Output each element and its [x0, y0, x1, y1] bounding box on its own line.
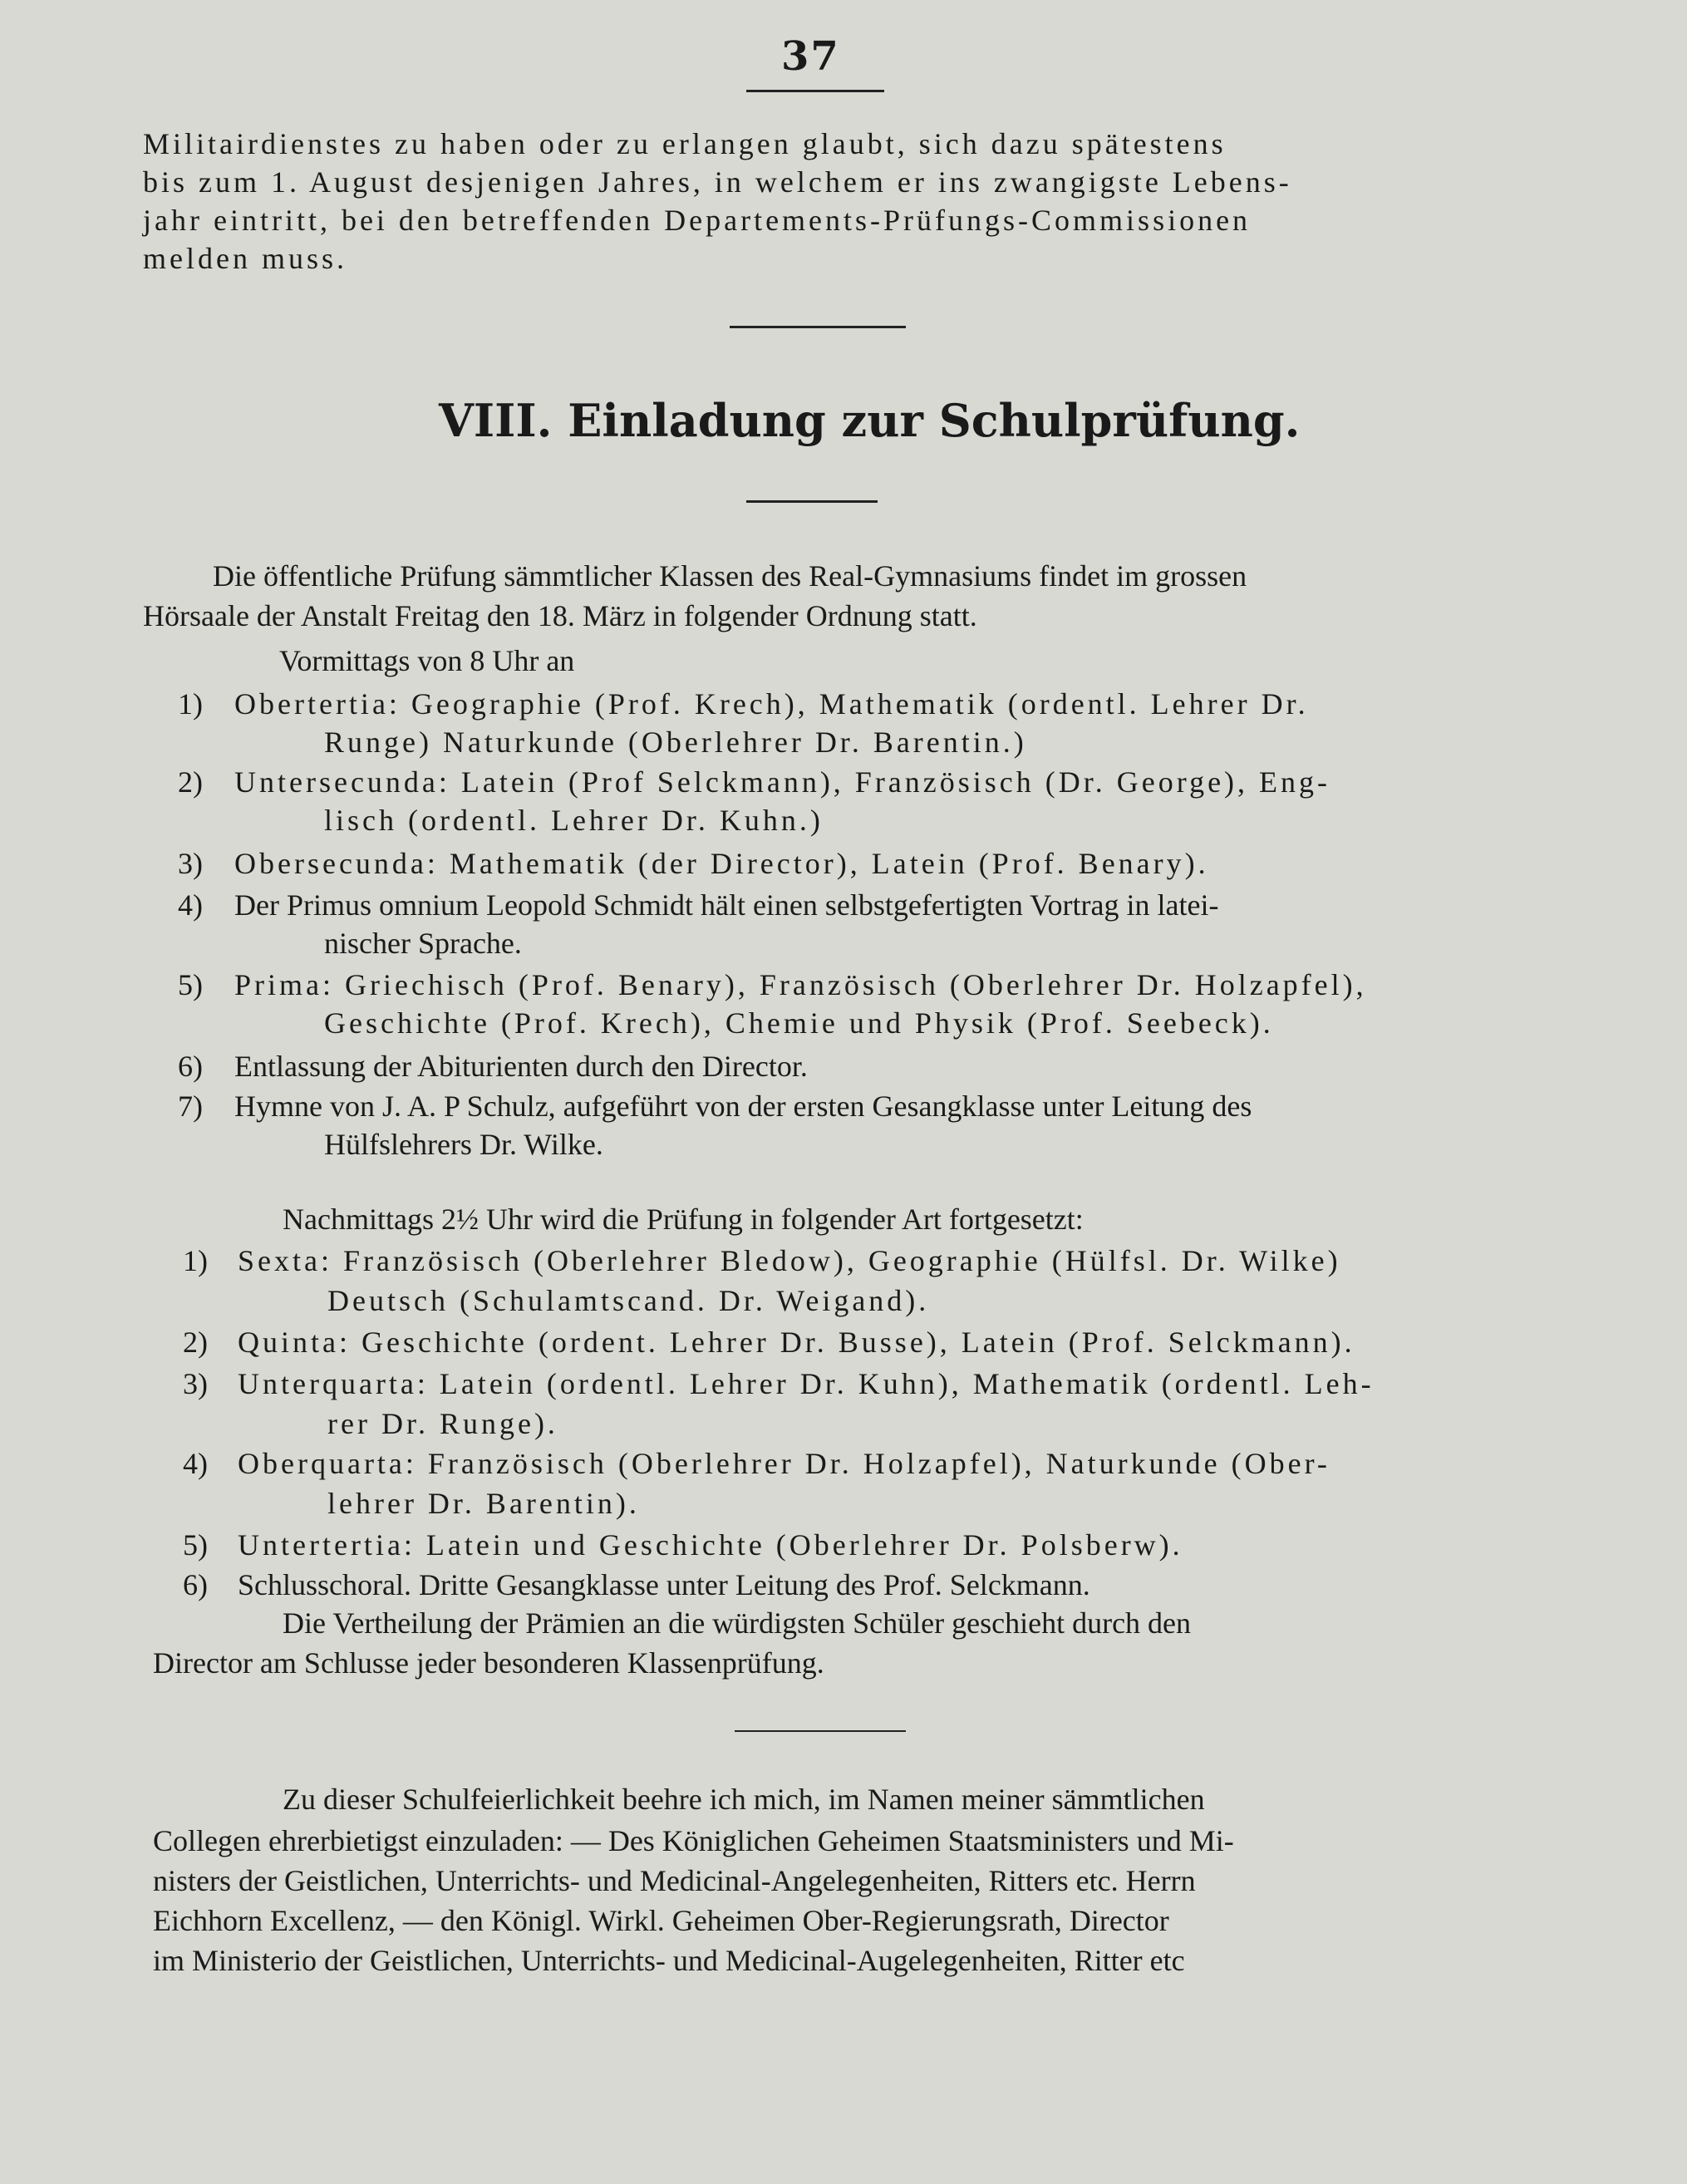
- afternoon-item-3-line-2: rer Dr. Runge).: [327, 1407, 558, 1440]
- morning-item-5-line-2: Geschichte (Prof. Krech), Chemie und Physik (Prof. Seebeck).: [324, 1006, 1274, 1040]
- morning-item-1-line-2: Runge) Naturkunde (Oberlehrer Dr. Barentin.): [324, 726, 1027, 759]
- morning-item-6-line-1: Entlassung der Abiturienten durch den Director.: [234, 1050, 808, 1083]
- invitation-line-3: nisters der Geistlichen, Unterrichts- und Medicinal-Angelegenheiten, Ritters etc. Herrn: [153, 1864, 1196, 1897]
- afternoon-item-4-line-1: Oberquarta: Französisch (Oberlehrer Dr. Holzapfel), Naturkunde (Ober-: [238, 1447, 1330, 1480]
- intro-line-4: melden muss.: [143, 242, 347, 275]
- afternoon-item-1-line-2: Deutsch (Schulamtscand. Dr. Weigand).: [327, 1284, 930, 1317]
- morning-item-5-line-1: Prima: Griechisch (Prof. Benary), Französisch (Oberlehrer Dr. Holzapfel),: [234, 968, 1367, 1001]
- closing-divider: [735, 1730, 906, 1732]
- morning-title: Vormittags von 8 Uhr an: [279, 644, 575, 677]
- afternoon-item-3-line-1: Unterquarta: Latein (ordentl. Lehrer Dr. Kuhn), Mathematik (ordentl. Leh-: [238, 1367, 1375, 1400]
- morning-item-2-number: 2): [178, 765, 203, 799]
- morning-item-5-number: 5): [178, 968, 203, 1001]
- afternoon-item-2-line-1: Quinta: Geschichte (ordent. Lehrer Dr. Busse), Latein (Prof. Selckmann).: [238, 1326, 1355, 1359]
- afternoon-item-3-number: 3): [183, 1367, 208, 1400]
- intro-line-3: jahr eintritt, bei den betreffenden Departements-Prüfungs-Commissionen: [143, 204, 1252, 237]
- page-number-rule: [746, 90, 884, 92]
- invitation-line-2: Collegen ehrerbietigst einzuladen: — Des Königlichen Geheimen Staatsministers und Mi-: [153, 1824, 1234, 1857]
- section-divider: [730, 326, 906, 328]
- invitation-line-4: Eichhorn Excellenz, — den Königl. Wirkl. Geheimen Ober-Regierungsrath, Director: [153, 1904, 1169, 1937]
- section-heading: VIII. Einladung zur Schulprüfung.: [439, 394, 1301, 447]
- morning-item-4-line-1: Der Primus omnium Leopold Schmidt hält einen selbstgefertigten Vortrag in latei-: [234, 888, 1219, 922]
- morning-item-1-number: 1): [178, 687, 203, 721]
- afternoon-item-5-line-1: Untertertia: Latein und Geschichte (Oberlehrer Dr. Polsberw).: [238, 1528, 1183, 1562]
- morning-item-4-number: 4): [178, 888, 203, 922]
- afternoon-item-6-line-1: Schlusschoral. Dritte Gesangklasse unter Leitung des Prof. Selckmann.: [238, 1568, 1090, 1601]
- afternoon-item-1-line-1: Sexta: Französisch (Oberlehrer Bledow), Geographie (Hülfsl. Dr. Wilke): [238, 1244, 1341, 1277]
- afternoon-item-4-number: 4): [183, 1447, 208, 1480]
- page-number: 37: [781, 33, 840, 80]
- morning-item-4-line-2: nischer Sprache.: [324, 927, 522, 960]
- afternoon-item-2-number: 2): [183, 1326, 208, 1359]
- morning-item-2-line-2: lisch (ordentl. Lehrer Dr. Kuhn.): [324, 804, 824, 837]
- afternoon-closing-line-2: Director am Schlusse jeder besonderen Klassenprüfung.: [153, 1646, 824, 1680]
- intro-line-1: Militairdienstes zu haben oder zu erlangen glaubt, sich dazu spätestens: [143, 127, 1227, 160]
- opening-line-2: Hörsaale der Anstalt Freitag den 18. März in folgender Ordnung statt.: [143, 599, 977, 632]
- afternoon-item-1-number: 1): [183, 1244, 208, 1277]
- invitation-line-5: im Ministerio der Geistlichen, Unterrichts- und Medicinal-Augelegenheiten, Ritter etc: [153, 1944, 1185, 1977]
- morning-item-2-line-1: Untersecunda: Latein (Prof Selckmann), Französisch (Dr. George), Eng-: [234, 765, 1331, 799]
- afternoon-closing-line-1: Die Vertheilung der Prämien an die würdigsten Schüler geschieht durch den: [283, 1606, 1192, 1640]
- invitation-line-1: Zu dieser Schulfeierlichkeit beehre ich mich, im Namen meiner sämmtlichen: [283, 1783, 1205, 1816]
- morning-item-6-number: 6): [178, 1050, 203, 1083]
- morning-item-3-number: 3): [178, 847, 203, 880]
- afternoon-item-6-number: 6): [183, 1568, 208, 1601]
- intro-line-2: bis zum 1. August desjenigen Jahres, in welchem er ins zwangigste Lebens-: [143, 165, 1292, 199]
- afternoon-item-5-number: 5): [183, 1528, 208, 1562]
- morning-item-7-line-1: Hymne von J. A. P Schulz, aufgeführt von der ersten Gesangklasse unter Leitung des: [234, 1090, 1252, 1123]
- morning-item-7-number: 7): [178, 1090, 203, 1123]
- afternoon-item-4-line-2: lehrer Dr. Barentin).: [327, 1487, 640, 1520]
- opening-line-1: Die öffentliche Prüfung sämmtlicher Klassen des Real-Gymnasiums findet im grossen: [213, 559, 1247, 593]
- heading-underline: [746, 500, 878, 503]
- afternoon-title: Nachmittags 2½ Uhr wird die Prüfung in folgender Art fortgesetzt:: [283, 1203, 1084, 1236]
- morning-item-3-line-1: Obersecunda: Mathematik (der Director), Latein (Prof. Benary).: [234, 847, 1209, 880]
- morning-item-7-line-2: Hülfslehrers Dr. Wilke.: [324, 1128, 603, 1161]
- morning-item-1-line-1: Obertertia: Geographie (Prof. Krech), Mathematik (ordentl. Lehrer Dr.: [234, 687, 1309, 721]
